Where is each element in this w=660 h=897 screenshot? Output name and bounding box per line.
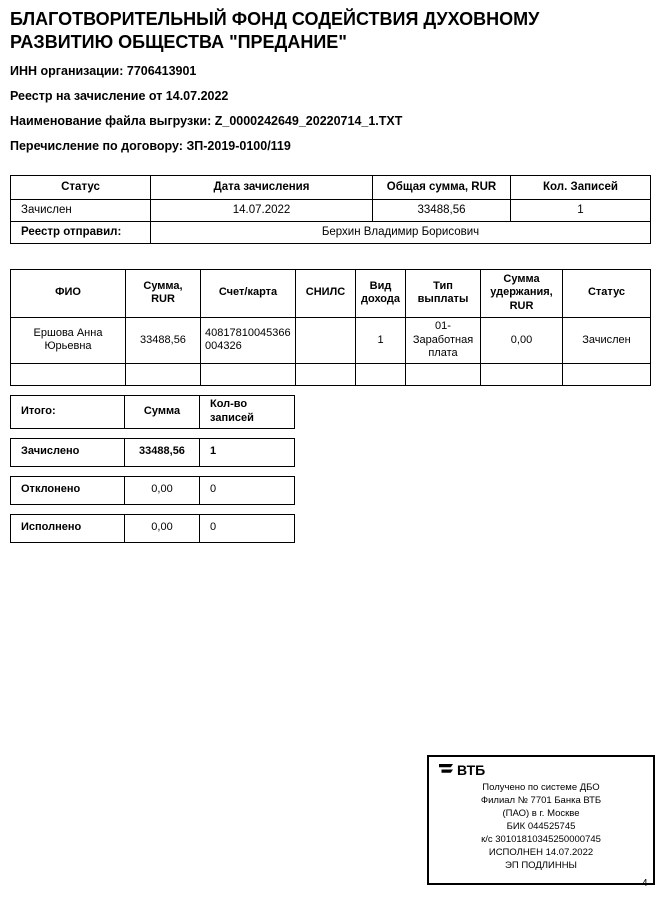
summary-data-row	[11, 199, 651, 221]
rejected-count: 0	[200, 476, 295, 505]
rejected-sum: 0,00	[125, 476, 200, 505]
credited-label: Зачислено	[10, 438, 125, 467]
totals-sum-header: Сумма	[125, 395, 200, 429]
totals-count-header: Кол-во записей	[200, 395, 295, 429]
credited-sum: 33488,56	[125, 438, 200, 467]
status-value: Зачислен	[11, 199, 151, 221]
sum-value: 33488,56	[126, 317, 201, 363]
stamp-line-branch: Филиал № 7701 Банка ВТБ	[480, 795, 602, 806]
empty-cell	[201, 364, 296, 386]
column-header-income-type: Вид дохода	[356, 269, 406, 317]
snils-value	[296, 317, 356, 363]
income-type-value: 1	[356, 317, 406, 363]
totals-row-rejected	[10, 476, 295, 505]
page-number: 4	[642, 878, 648, 889]
rejected-label: Отклонено	[10, 476, 125, 505]
withholding-value: 0,00	[481, 317, 563, 363]
payment-row	[11, 317, 651, 363]
stamp-line-received: Получено по системе ДБО	[482, 782, 600, 793]
totals-table	[10, 386, 295, 552]
empty-cell	[481, 364, 563, 386]
payment-type-value: 01-Заработная плата	[406, 317, 481, 363]
inn-line: ИНН организации: 7706413901	[10, 63, 197, 78]
column-header-date: Дата зачисления	[151, 175, 373, 199]
stamp-text-block	[435, 781, 647, 872]
column-header-sum: Сумма, RUR	[126, 269, 201, 317]
totals-label: Итого:	[10, 395, 125, 429]
totals-row-executed	[10, 514, 295, 543]
column-header-withholding: Сумма удержания, RUR	[481, 269, 563, 317]
empty-cell	[296, 364, 356, 386]
record-count-value: 1	[511, 199, 651, 221]
empty-row	[11, 364, 651, 386]
column-header-status: Статус	[563, 269, 651, 317]
empty-cell	[126, 364, 201, 386]
column-header-snils: СНИЛС	[296, 269, 356, 317]
detail-header-row	[11, 269, 651, 317]
vtb-logo-icon	[439, 762, 454, 778]
executed-count: 0	[200, 514, 295, 543]
column-header-account: Счет/карта	[201, 269, 296, 317]
vtb-bank-stamp	[427, 755, 655, 885]
vtb-logo-text: ВТБ	[457, 762, 486, 778]
registry-date-line: Реестр на зачисление от 14.07.2022	[10, 88, 229, 103]
fio-value: Ершова Анна Юрьевна	[11, 317, 126, 363]
sender-row	[11, 221, 651, 243]
total-sum-value: 33488,56	[373, 199, 511, 221]
stamp-line-executed: ИСПОЛНЕН 14.07.2022	[488, 847, 594, 858]
summary-header-row	[11, 175, 651, 199]
column-header-total-sum: Общая сумма, RUR	[373, 175, 511, 199]
executed-sum: 0,00	[125, 514, 200, 543]
registry-summary-table	[10, 175, 651, 244]
empty-cell	[563, 364, 651, 386]
page-title: БЛАГОТВОРИТЕЛЬНЫЙ ФОНД СОДЕЙСТВИЯ ДУХОВНОМУ РАЗВИТИЮ ОБЩЕСТВА "ПРЕДАНИЕ"	[10, 9, 540, 53]
column-header-status: Статус	[11, 175, 151, 199]
row-status-value: Зачислен	[563, 317, 651, 363]
totals-row-credited	[10, 438, 295, 467]
stamp-line-city: (ПАО) в г. Москве	[502, 808, 580, 819]
credited-count: 1	[200, 438, 295, 467]
executed-label: Исполнено	[10, 514, 125, 543]
totals-header-row	[10, 395, 295, 429]
column-header-payment-type: Тип выплаты	[406, 269, 481, 317]
contract-line: Перечисление по договору: ЗП-2019-0100/119	[10, 138, 291, 153]
date-value: 14.07.2022	[151, 199, 373, 221]
column-header-fio: ФИО	[11, 269, 126, 317]
stamp-line-bik: БИК 044525745	[506, 821, 576, 832]
account-value: 40817810045366004326	[201, 317, 296, 363]
vtb-logo	[439, 762, 647, 778]
payments-detail-table	[10, 269, 651, 386]
stamp-line-corr-account: к/с 30101810345250000745	[481, 834, 601, 845]
empty-cell	[11, 364, 126, 386]
empty-cell	[406, 364, 481, 386]
empty-cell	[356, 364, 406, 386]
sender-label: Реестр отправил:	[11, 221, 151, 243]
export-file-line: Наименование файла выгрузки: Z_0000242649_20220714_1.TXT	[10, 113, 403, 128]
column-header-record-count: Кол. Записей	[511, 175, 651, 199]
stamp-line-signature: ЭП ПОДЛИННЫ	[505, 860, 577, 871]
sender-value: Берхин Владимир Борисович	[151, 221, 651, 243]
